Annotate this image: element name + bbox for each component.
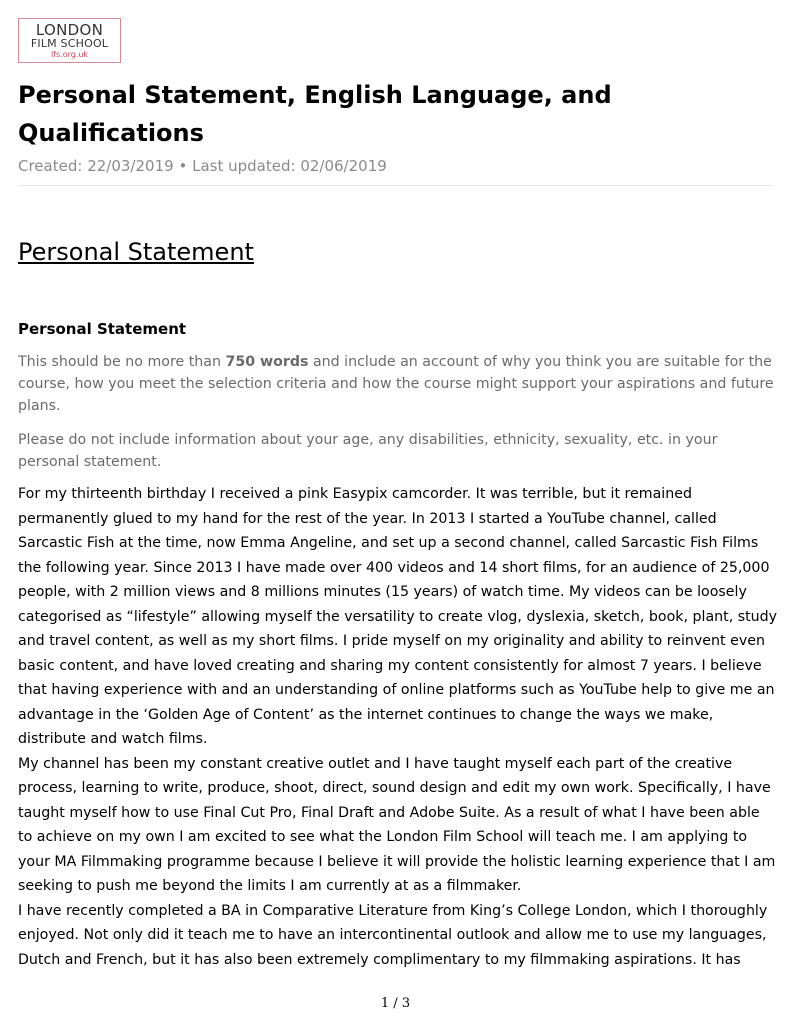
word-limit: 750 words: [225, 354, 309, 370]
created-date: 22/03/2019: [87, 157, 174, 175]
personal-statement-answer: [18, 482, 778, 972]
field-label: Personal Statement: [18, 320, 187, 338]
logo-line-london: LONDON: [35, 21, 104, 39]
section-heading: Personal Statement: [18, 238, 254, 266]
logo-url: lfs.org.uk: [50, 50, 89, 59]
meta-separator: •: [178, 157, 188, 175]
instruction-text-end: and include an account of why you think you are suitable for the course, how you meet the selection criteria and how the course might support your aspirations and future plans.: [18, 354, 774, 414]
answer-paragraph: I have recently completed a BA in Comparative Literature from King’s College London, which I thoroughly enjoyed. Not only did it teach me to have an intercontinental outlook and allow me to use my languages, Dutch and French, but it has also been extremely complimentary to my filmmaking aspirations. It has: [18, 902, 768, 968]
instruction-text-start: This should be no more than: [18, 354, 226, 370]
document-dates: [18, 156, 387, 176]
header-divider: [18, 185, 773, 186]
field-instruction-privacy: Please do not include information about your age, any disabilities, ethnicity, sexuality, etc. in your personal statement.: [18, 432, 718, 470]
updated-label: Last updated:: [192, 157, 296, 175]
answer-paragraph: My channel has been my constant creative outlet and I have taught myself each part of the creative process, learning to write, produce, shoot, direct, sound design and edit my own work. Specifically, I have taught myself how to use Final Cut Pro, Final Draft and Adobe Suite. As a result of what I have been able to achieve on my own I am excited to see what the London Film School will teach me. I am applying to your MA Filmmaking programme because I believe it will provide the holistic learning experience that I am seeking to push me beyond the limits I am currently at as a filmmaker.: [18, 755, 776, 894]
created-label: Created:: [18, 157, 83, 175]
london-film-school-logo[interactable]: [18, 18, 121, 63]
logo-line-film-school: FILM SCHOOL: [30, 37, 109, 50]
document-title: Personal Statement, English Language, and Qualifications: [18, 81, 612, 147]
field-instruction-length: [18, 351, 778, 417]
answer-paragraph: For my thirteenth birthday I received a pink Easypix camcorder. It was terrible, but it remained permanently glued to my hand for the rest of the year. In 2013 I started a YouTube channel, called Sarcastic Fish at the time, now Emma Angeline, and set up a second channel, called Sarcastic Fish Films the following year. Since 2013 I have made over 400 videos and 14 short films, for an audience of 25,000 people, with 2 million views and 8 millions minutes (15 years) of watch time. My videos can be loosely categorised as “lifestyle” allowing myself the versatility to create vlog, dyslexia, sketch, book, plant, study and travel content, as well as my short films. I pride myself on my originality and ability to reinvent even basic content, and have loved creating and sharing my content consistently for almost 7 years. I believe that having experience with and an understanding of online platforms such as YouTube help to give me an advantage in the ‘Golden Age of Content’ as the internet continues to change the ways we make, distribute and watch films.: [18, 486, 778, 747]
page-indicator: 1 / 3: [380, 996, 411, 1011]
updated-date: 02/06/2019: [300, 157, 387, 175]
